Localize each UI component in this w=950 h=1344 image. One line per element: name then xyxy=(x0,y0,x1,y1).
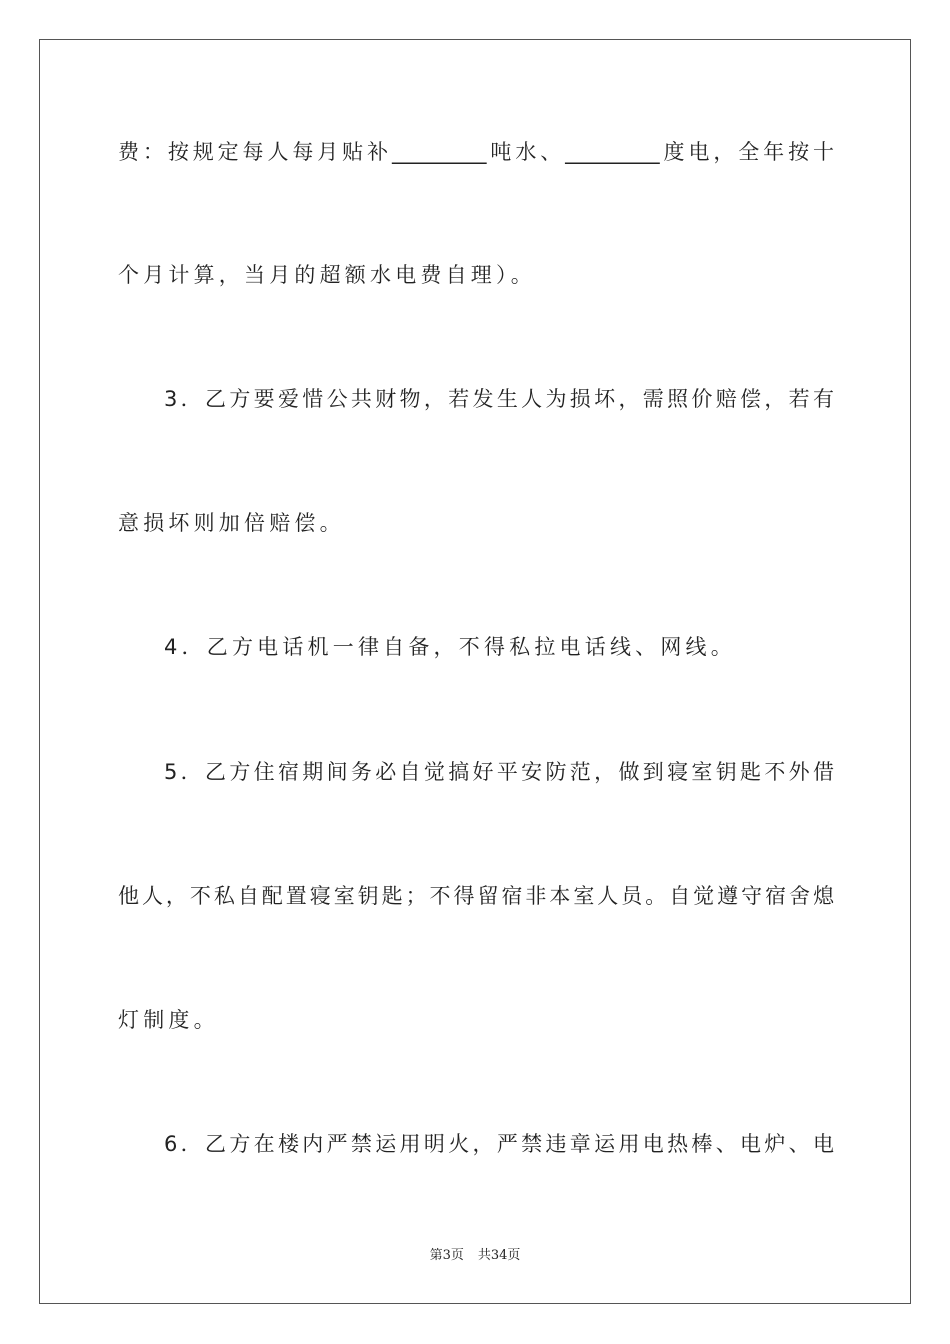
paragraph-line: 6．乙方在楼内严禁运用明火，严禁违章运用电热棒、电炉、电 xyxy=(164,1132,834,1156)
page-footer xyxy=(0,1247,950,1265)
page-total: 共34页 xyxy=(477,1248,521,1263)
page-number: 第3页 xyxy=(429,1248,464,1263)
paragraph-line: 费：按规定每人每月贴补_________吨水、_________度电，全年按十 xyxy=(118,140,834,164)
page-border xyxy=(39,39,911,1304)
paragraph-line: 灯制度。 xyxy=(118,1008,219,1032)
paragraph-line: 意损坏则加倍赔偿。 xyxy=(118,511,345,535)
paragraph-line: 4．乙方电话机一律自备，不得私拉电话线、网线。 xyxy=(164,635,736,659)
paragraph-line: 他人，不私自配置寝室钥匙；不得留宿非本室人员。自觉遵守宿舍熄 xyxy=(118,884,834,908)
paragraph-line: 3．乙方要爱惜公共财物，若发生人为损坏，需照价赔偿，若有 xyxy=(164,387,834,411)
paragraph-line: 5．乙方住宿期间务必自觉搞好平安防范，做到寝室钥匙不外借 xyxy=(164,760,834,784)
paragraph-line: 个月计算，当月的超额水电费自理）。 xyxy=(118,263,536,287)
